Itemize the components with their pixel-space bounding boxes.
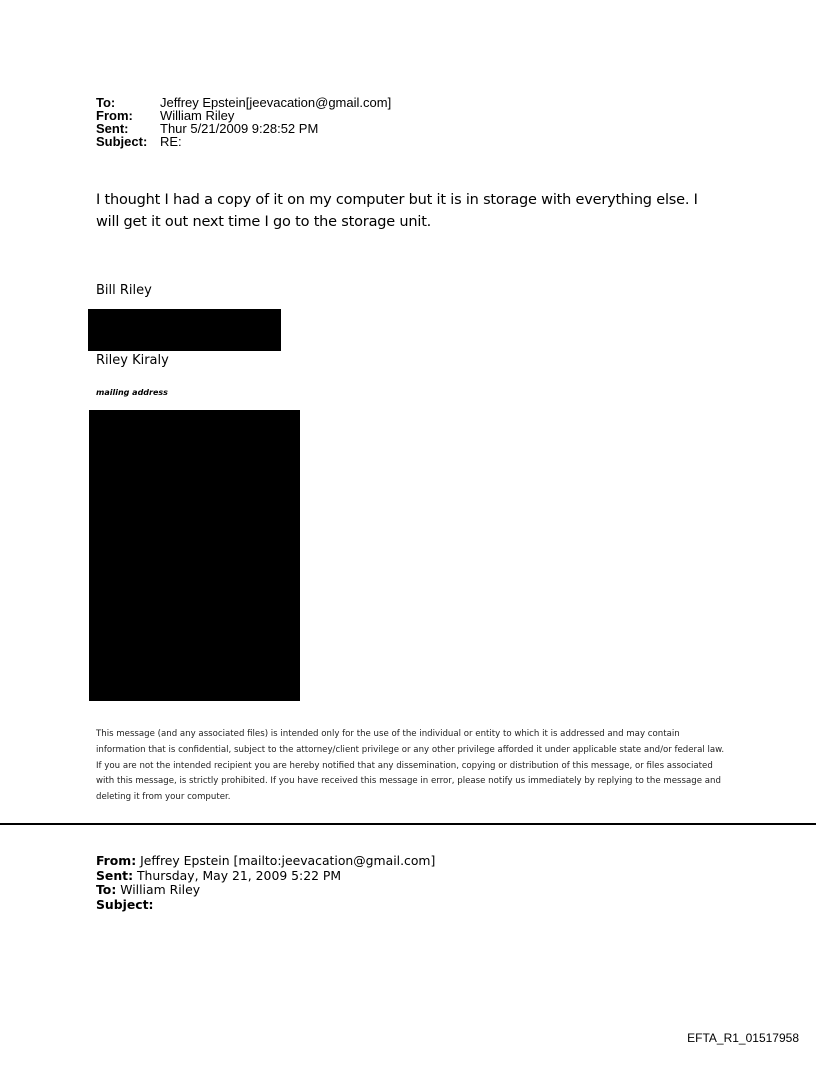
subject-label: Subject: [96, 134, 148, 149]
quoted-to-label: To: [96, 882, 117, 897]
divider [0, 823, 816, 825]
subject-value: RE: [160, 134, 182, 149]
message-body: I thought I had a copy of it on my computer but it is in storage with everything else. I will get it out next time I go to the storage unit. [96, 192, 698, 230]
from-label: From: [96, 108, 133, 123]
quoted-from-row [96, 854, 435, 869]
quoted-sent-row [96, 869, 435, 884]
quoted-to-row [96, 883, 435, 898]
quoted-sent-value: Thursday, May 21, 2009 5:22 PM [136, 867, 342, 883]
from-value: William Riley [160, 108, 235, 123]
sent-value: Thur 5/21/2009 9:28:52 PM [160, 121, 319, 136]
quoted-subject-row [96, 898, 435, 913]
email-header [96, 96, 391, 148]
quoted-from-value: Jeffrey Epstein [mailto:jeevacation@gmail.com] [140, 853, 436, 868]
quoted-header [96, 854, 435, 912]
header-to-row [96, 96, 391, 109]
redaction-block [88, 309, 281, 351]
legal-disclaimer: This message (and any associated files) is intended only for the use of the individual or entity to which it is addressed and may contain information that is confidential, subject to the attorney/client privilege or any other privilege afforded it under applicable state and/or federal law. If you are not the intended recipient you are hereby notified that any dissemination, copying or distribution of this message, or files associated with this message, is strictly prohibited. If you have received this message in error, please notify us immediately by replying to the message and deleting it from your computer. [96, 729, 725, 803]
quoted-sent-label: Sent: [96, 867, 134, 883]
header-subject-row [96, 135, 391, 148]
signature-company: Riley Kiraly [96, 353, 169, 368]
to-value: Jeffrey Epstein[jeevacation@gmail.com] [160, 95, 392, 110]
quoted-subject-label: Subject: [96, 896, 154, 912]
mailing-address-label: mailing address [96, 388, 168, 397]
redaction-block [89, 410, 300, 701]
document-id: EFTA_R1_01517958 [687, 1031, 799, 1045]
quoted-to-value: William Riley [120, 882, 201, 897]
signature-name: Bill Riley [96, 283, 152, 298]
sent-label: Sent: [96, 121, 129, 136]
to-label: To: [96, 95, 116, 110]
quoted-from-label: From: [96, 853, 137, 868]
